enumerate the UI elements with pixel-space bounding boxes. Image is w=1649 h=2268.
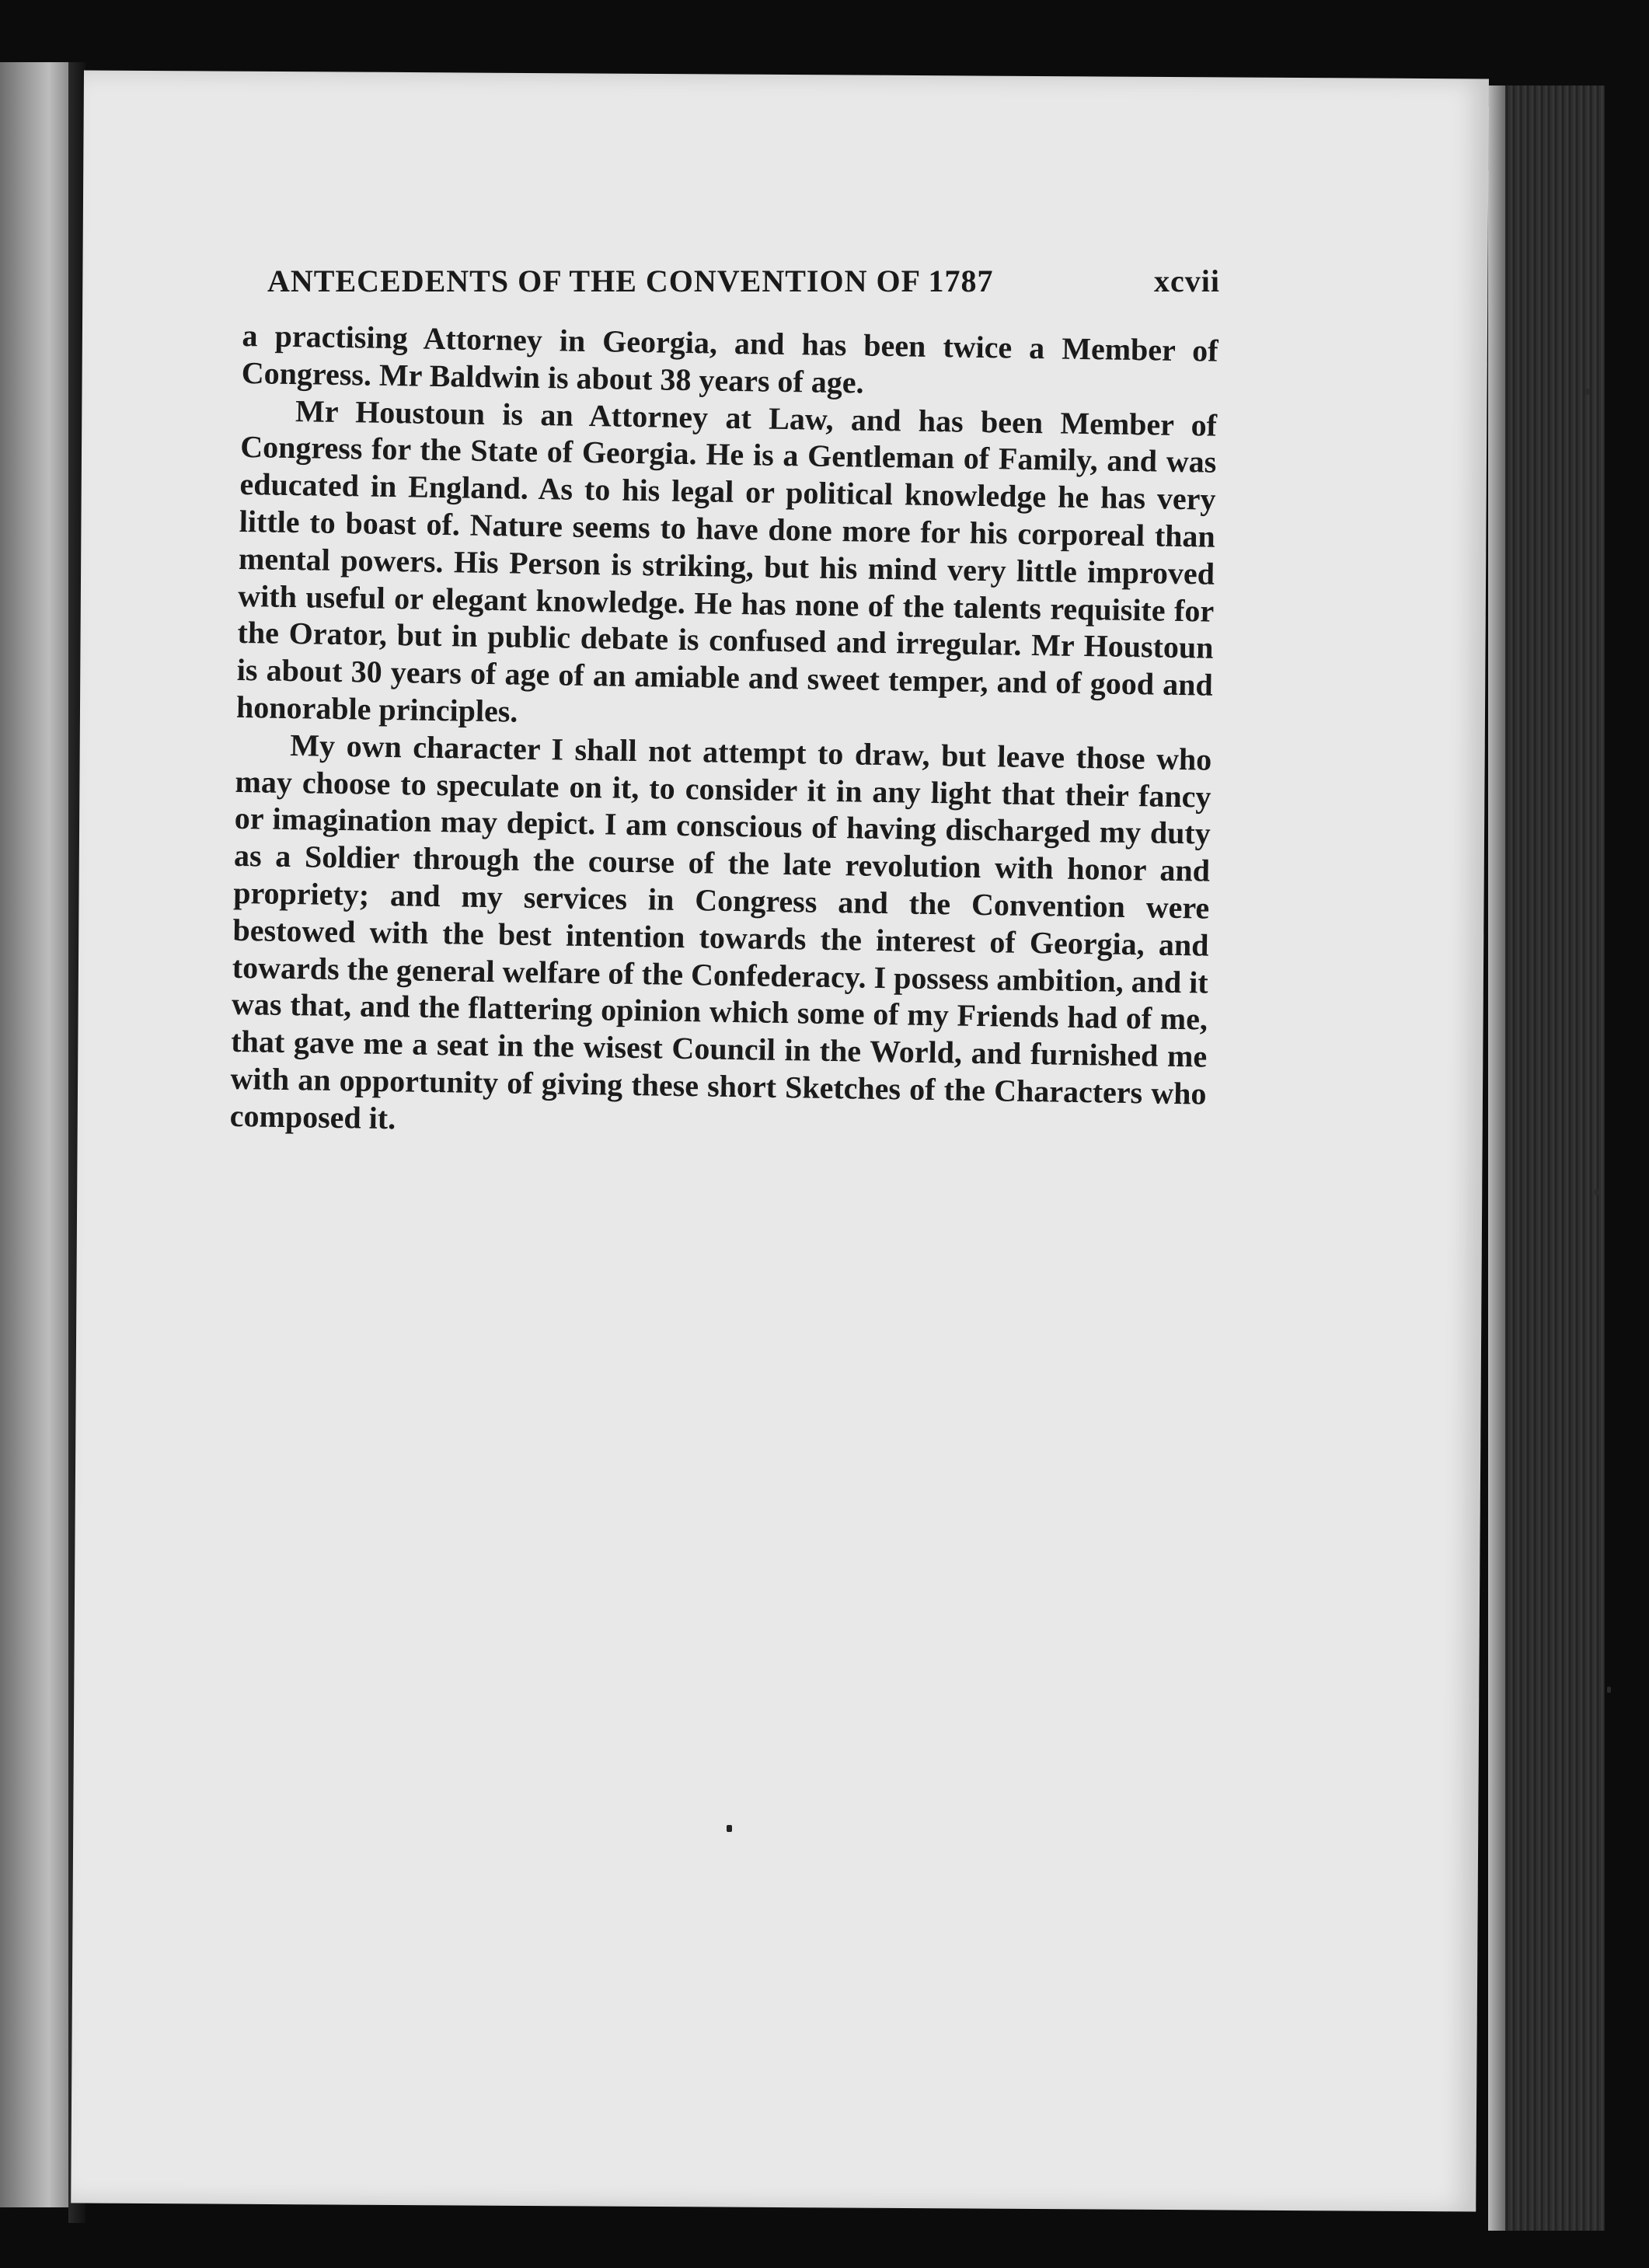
edge-speck: [1607, 1687, 1611, 1693]
paragraph-continuation: a practising Attorney in Georgia, and has been twice a Member of Congress. Mr Baldwin is about 38 years of age.: [241, 317, 1218, 400]
body-text: [229, 317, 1218, 1150]
edge-speck: [1585, 389, 1589, 395]
page-edge-highlight: [1488, 85, 1505, 2231]
paragraph-houstoun: Mr Houstoun is an Attorney at Law, and has been Member of Congress for the State of Georgia. He is a Gentleman of Family, and was educated in England. As to his legal or political knowledge he has very little to boast of. Nature seems to have done more for his corporeal than mental powers. His Person is striking, but his mind very little improved with useful or elegant knowledge. He has none of the talents requisite for the Orator, but in public debate is confused and irregular. Mr Houstoun is about 30 years of age of an amiable and sweet temper, and of good and honorable principles.: [235, 393, 1218, 729]
running-head: [267, 263, 1220, 299]
facing-page-edge: [0, 62, 70, 2207]
page-edge-stack: [1488, 85, 1605, 2231]
page-blemish: [727, 1825, 732, 1832]
paragraph-own-character: My own character I shall not attempt to draw, but leave those who may choose to speculate on it, to consider it in any light that their fancy or imagination may depict. I am conscious of having discharged my duty as a Soldier through the course of the late revolution with honor and propriety; and my services in Congress and the Convention were bestowed with the best intention towards the interest of Georgia, and towards the general welfare of the Confederacy. I possess ambition, and it was that, and the flattering opinion which some of my Friends had of me, that gave me a seat in the wisest Council in the World, and furnished me with an opportunity of giving these short Sketches of the Characters who composed it.: [229, 727, 1212, 1136]
running-head-title: ANTECEDENTS OF THE CONVENTION OF 1787: [267, 263, 994, 298]
edge-speck: [1595, 1189, 1598, 1195]
page-number: xcvii: [1154, 263, 1220, 298]
